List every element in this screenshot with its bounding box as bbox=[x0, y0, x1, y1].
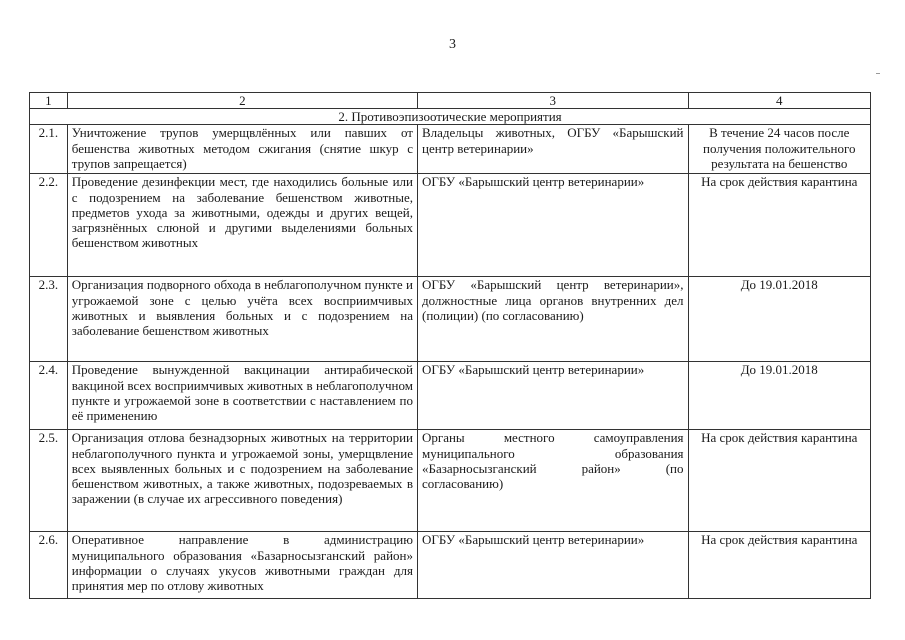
section-title: 2. Противоэпизоотические мероприятия bbox=[30, 109, 871, 125]
measure-cell: Организация отлова безнадзорных животных на территории неблагополучного пункта и угрожаемой зоны, умерщвление всех выявленных больных и с подозрением на заболевание бешенством животных, а также животных, подозреваемых в заражении (в случае их агрессивного поведения) bbox=[67, 430, 417, 532]
responsible-cell: Владельцы животных, ОГБУ «Барышский центр ветеринарии» bbox=[417, 125, 688, 174]
responsible-cell: ОГБУ «Барышский центр ветеринарии», должностные лица органов внутренних дел (полиции) (по согласованию) bbox=[417, 277, 688, 362]
header-cell-2: 2 bbox=[67, 93, 417, 109]
responsible-cell: ОГБУ «Барышский центр ветеринарии» bbox=[417, 532, 688, 599]
measure-cell: Проведение дезинфекции мест, где находились больные или с подозрением на заболевание бешенством животные, предметов ухода за животными, одежды и других вещей, загрязнённых слюной и другими выделениями больных бешенством животных bbox=[67, 174, 417, 277]
deadline-cell: До 19.01.2018 bbox=[688, 277, 870, 362]
deadline-cell: На срок действия карантина bbox=[688, 174, 870, 277]
measure-cell: Проведение вынужденной вакцинации антирабической вакциной всех восприимчивых животных в неблагополучном пункте и угрожаемой зоне в соответствии с наставлением по её применению bbox=[67, 362, 417, 430]
table-header-row bbox=[30, 93, 871, 109]
table-row bbox=[30, 362, 871, 430]
responsible-cell: ОГБУ «Барышский центр ветеринарии» bbox=[417, 362, 688, 430]
table-row bbox=[30, 532, 871, 599]
responsible-cell: Органы местного самоуправления муниципального образования «Базарносызганский район» (по согласованию) bbox=[417, 430, 688, 532]
header-cell-4: 4 bbox=[688, 93, 870, 109]
row-number: 2.2. bbox=[30, 174, 68, 277]
row-number: 2.4. bbox=[30, 362, 68, 430]
scan-speck bbox=[876, 73, 880, 74]
measure-cell: Оперативное направление в администрацию муниципального образования «Базарносызганский район» информации о случаях укусов животными граждан для принятия мер по отлову животных bbox=[67, 532, 417, 599]
section-row bbox=[30, 109, 871, 125]
measure-cell: Организация подворного обхода в неблагополучном пункте и угрожаемой зоне с целью учёта всех восприимчивых животных и выявления больных и с подозрением на заболевание бешенством животных bbox=[67, 277, 417, 362]
deadline-cell: До 19.01.2018 bbox=[688, 362, 870, 430]
row-number: 2.5. bbox=[30, 430, 68, 532]
measures-table bbox=[29, 92, 871, 599]
table-row bbox=[30, 277, 871, 362]
page-number: 3 bbox=[449, 37, 456, 52]
header-cell-3: 3 bbox=[417, 93, 688, 109]
table-row bbox=[30, 125, 871, 174]
deadline-cell: В течение 24 часов после получения положительного результата на бешенство bbox=[688, 125, 870, 174]
row-number: 2.6. bbox=[30, 532, 68, 599]
table-row bbox=[30, 174, 871, 277]
header-cell-1: 1 bbox=[30, 93, 68, 109]
row-number: 2.3. bbox=[30, 277, 68, 362]
deadline-cell: На срок действия карантина bbox=[688, 532, 870, 599]
deadline-cell: На срок действия карантина bbox=[688, 430, 870, 532]
responsible-cell: ОГБУ «Барышский центр ветеринарии» bbox=[417, 174, 688, 277]
measure-cell: Уничтожение трупов умерщвлённых или павших от бешенства животных методом сжигания (снятие шкур с трупов запрещается) bbox=[67, 125, 417, 174]
table-row bbox=[30, 430, 871, 532]
row-number: 2.1. bbox=[30, 125, 68, 174]
